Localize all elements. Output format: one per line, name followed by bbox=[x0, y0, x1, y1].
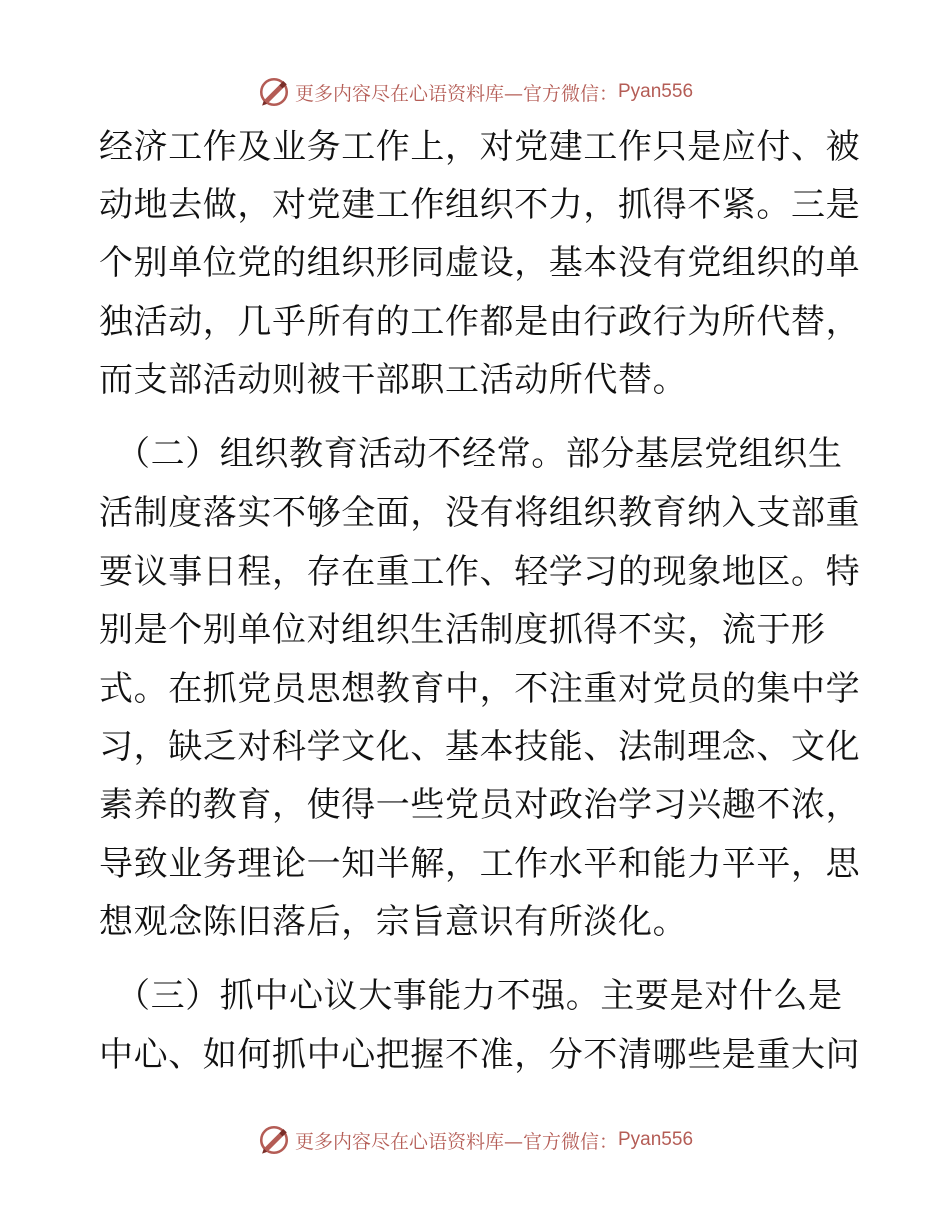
body-line: 中心、如何抓中心把握不准，分不清哪些是重大问 bbox=[99, 1035, 861, 1075]
footer-watermark bbox=[0, 1120, 950, 1160]
footer-watermark-account: Pyan556 bbox=[618, 1129, 694, 1150]
body-line: 个别单位党的组织形同虚设，基本没有党组织的单 bbox=[99, 243, 861, 283]
pen-logo-icon bbox=[257, 75, 291, 109]
body-line: 而支部活动则被干部职工活动所代替。 bbox=[99, 360, 688, 400]
body-line: 式。在抓党员思想教育中，不注重对党员的集中学 bbox=[99, 669, 861, 709]
section-heading-line: （二）组织教育活动不经常。部分基层党组织生 bbox=[116, 434, 843, 474]
body-line: 别是个别单位对组织生活制度抓得不实，流于形 bbox=[99, 610, 826, 650]
body-line: 想观念陈旧落后，宗旨意识有所淡化。 bbox=[99, 902, 688, 942]
header-watermark bbox=[0, 72, 950, 112]
body-line: 独活动，几乎所有的工作都是由行政行为所代替， bbox=[99, 302, 861, 342]
body-line: 习，缺乏对科学文化、基本技能、法制理念、文化 bbox=[99, 727, 861, 767]
body-line: 活制度落实不够全面，没有将组织教育纳入支部重 bbox=[99, 493, 861, 533]
body-line: 素养的教育，使得一些党员对政治学习兴趣不浓， bbox=[99, 785, 861, 825]
pen-logo-icon bbox=[257, 1123, 291, 1157]
footer-watermark-text: 更多内容尽在心语资料库—官方微信： bbox=[294, 1130, 618, 1153]
section-heading-line: （三）抓中心议大事能力不强。主要是对什么是 bbox=[116, 976, 843, 1016]
header-watermark-account: Pyan556 bbox=[618, 81, 694, 102]
body-line: 导致业务理论一知半解，工作水平和能力平平，思 bbox=[99, 844, 861, 884]
body-line: 动地去做，对党建工作组织不力，抓得不紧。三是 bbox=[99, 185, 861, 225]
header-watermark-text: 更多内容尽在心语资料库—官方微信： bbox=[294, 82, 618, 105]
body-line: 要议事日程，存在重工作、轻学习的现象地区。特 bbox=[99, 552, 861, 592]
body-line: 经济工作及业务工作上，对党建工作只是应付、被 bbox=[99, 127, 861, 167]
